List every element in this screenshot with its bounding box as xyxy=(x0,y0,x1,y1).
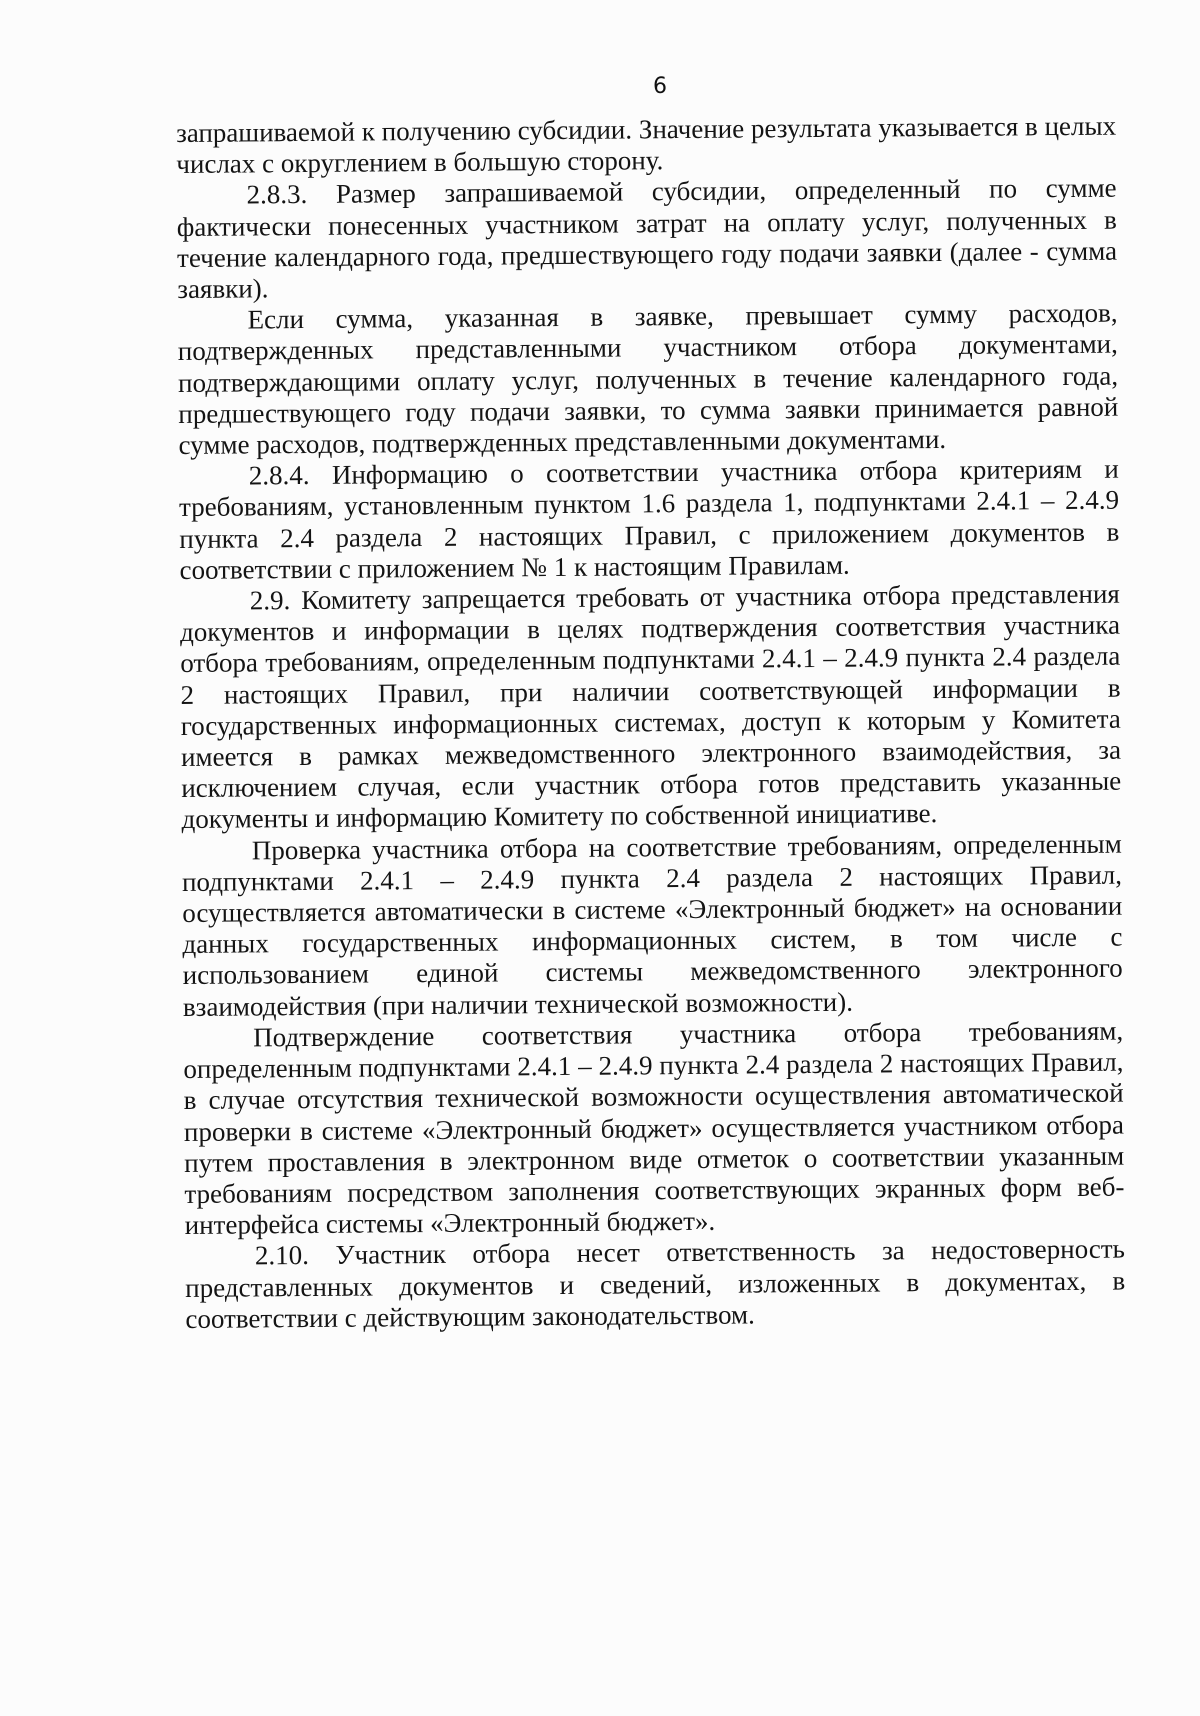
paragraph-automatic-check: Проверка участника отбора на соответствие требованиям, определенным подпунктами 2.4.1 – 2.4.9 пункта 2.4 раздела 2 настоящих Правил, осуществляется автоматически в системе «Электронный бюджет» на основании данных государственных информационных систем, в том числе с использованием единой системы межведомственного электронного взаимодействия (при наличии технической возможности). xyxy=(181,828,1123,1022)
paragraph-2-8-3: 2.8.3. Размер запрашиваемой субсидии, определенный по сумме фактически понесенных участником затрат на оплату услуг, полученных в течение календарного года, предшествующего году подачи заявки (далее - сумма заявки). xyxy=(176,173,1118,305)
paragraph-confirmation: Подтверждение соответствия участника отбора требованиям, определенным подпунктами 2.4.1 – 2.4.9 пункта 2.4 раздела 2 настоящих Правил, в случае отсутствия технической возможности осуществления автоматической проверки в системе «Электронный бюджет» осуществляется участником отбора путем проставления в электронном виде отметок о соответствии указанным требованиям посредством заполнения соответствующих экранных форм веб-интерфейса системы «Электронный бюджет». xyxy=(183,1015,1125,1241)
paragraph-2-9: 2.9. Комитету запрещается требовать от участника отбора представления документов и информации в целях подтверждения соответствия участника отбора требованиям, определенным подпунктами 2.4.1 – 2.4.9 пункта 2.4 раздела 2 настоящих Правил, при наличии соответствующей информации в государственных информационных системах, доступ к которым у Комитета имеется в рамках межведомственного электронного взаимодействия, за исключением случая, если участник отбора готов представить указанные документы и информацию Комитету по собственной инициативе. xyxy=(179,578,1122,835)
page-number: 6 xyxy=(653,74,667,99)
paragraph-2-10: 2.10. Участник отбора несет ответственность за недостоверность представленных документов и сведений, изложенных в документах, в соответствии с действующим законодательством. xyxy=(185,1233,1126,1334)
paragraph-2-8-4: 2.8.4. Информацию о соответствии участника отбора критериям и требованиям, установленным пунктом 1.6 раздела 1, подпунктами 2.4.1 – 2.4.9 пункта 2.4 раздела 2 настоящих Правил, с приложением документов в соответствии с приложением № 1 к настоящим Правилам. xyxy=(178,453,1120,585)
paragraph-sum-exceeds: Если сумма, указанная в заявке, превышает сумму расходов, подтвержденных представленными участником отбора документами, подтверждающими оплату услуг, полученных в течение календарного года, предшествующего году подачи заявки, то сумма заявки принимается равной сумме расходов, подтвержденных представленными документами. xyxy=(177,297,1119,461)
document-body xyxy=(176,111,1126,1335)
paragraph-continuation: запрашиваемой к получению субсидии. Значение результата указывается в целых числах с округлением в большую сторону. xyxy=(176,110,1117,180)
